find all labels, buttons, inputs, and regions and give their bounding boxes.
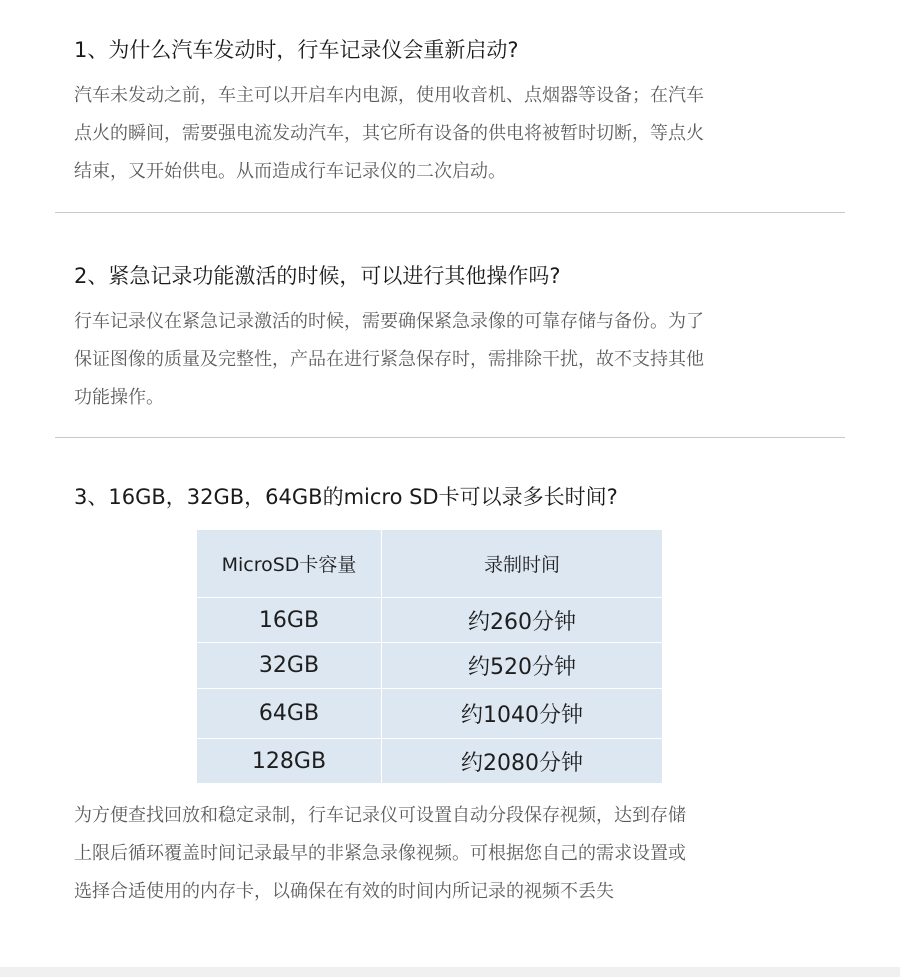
faq-2-answer [74, 303, 834, 417]
faq-1-answer [74, 77, 834, 191]
record-time-cell: 约1040分钟 [382, 689, 663, 739]
page-bottom-strip [0, 967, 900, 977]
capacity-cell: 32GB [197, 643, 382, 689]
section-divider [55, 212, 845, 213]
faq-3-question: 3、16GB，32GB，64GB的micro SD卡可以录多长时间? [74, 485, 618, 509]
faq-1-question: 1、为什么汽车发动时，行车记录仪会重新启动? [74, 38, 519, 62]
header-record-time: 录制时间 [382, 530, 663, 598]
faq-3-answer-line: 上限后循环覆盖时间记录最早的非紧急录像视频。可根据您自己的需求设置或 [74, 843, 686, 864]
faq-1-answer-line: 汽车未发动之前，车主可以开启车内电源，使用收音机、点烟器等设备；在汽车 [74, 85, 704, 106]
capacity-cell: 64GB [197, 689, 382, 739]
capacity-cell: 16GB [197, 598, 382, 643]
faq-1-answer-line: 点火的瞬间，需要强电流发动汽车，其它所有设备的供电将被暂时切断，等点火 [74, 123, 704, 144]
sd-capacity-table [197, 530, 662, 784]
record-time-cell: 约260分钟 [382, 598, 663, 643]
faq-3-answer-line: 选择合适使用的内存卡，以确保在有效的时间内所记录的视频不丢失 [74, 881, 614, 902]
table-header-row [197, 530, 662, 598]
record-time-cell: 约520分钟 [382, 643, 663, 689]
faq-2-answer-line: 行车记录仪在紧急记录激活的时候，需要确保紧急录像的可靠存储与备份。为了 [74, 311, 704, 332]
capacity-cell: 128GB [197, 739, 382, 784]
faq-2-question: 2、紧急记录功能激活的时候，可以进行其他操作吗? [74, 264, 561, 288]
section-divider [55, 437, 845, 438]
faq-3-answer-line: 为方便查找回放和稳定录制，行车记录仪可设置自动分段保存视频，达到存储 [74, 805, 686, 826]
header-capacity: MicroSD卡容量 [197, 530, 382, 598]
table-row [197, 739, 662, 784]
table-row [197, 643, 662, 689]
table-row [197, 689, 662, 739]
faq-1-answer-line: 结束，又开始供电。从而造成行车记录仪的二次启动。 [74, 161, 506, 182]
record-time-cell: 约2080分钟 [382, 739, 663, 784]
table-row [197, 598, 662, 643]
faq-2-answer-line: 保证图像的质量及完整性，产品在进行紧急保存时，需排除干扰，故不支持其他 [74, 349, 704, 370]
faq-3-answer [74, 797, 834, 911]
faq-2-answer-line: 功能操作。 [74, 387, 164, 408]
